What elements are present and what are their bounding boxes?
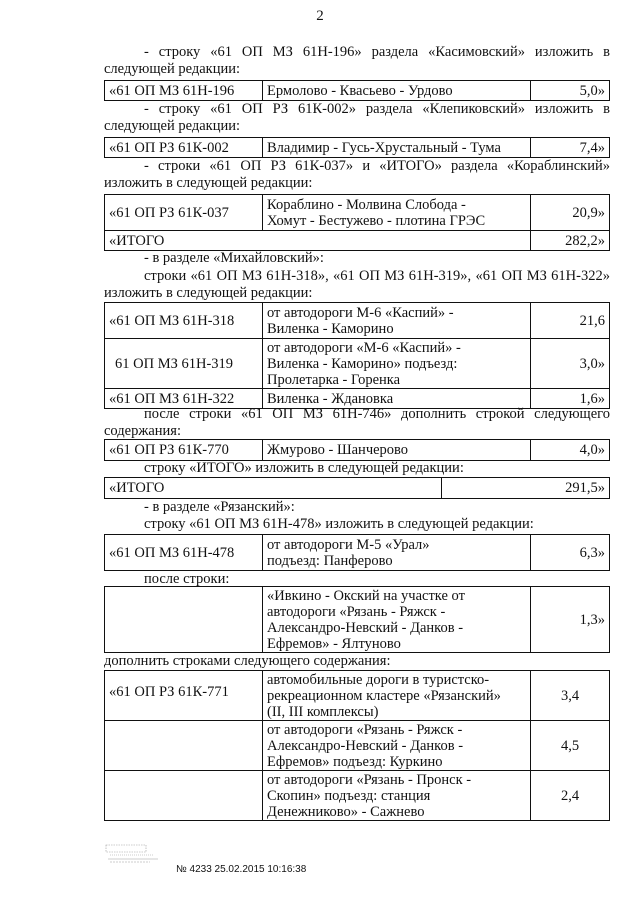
road-table [104,586,610,653]
road-table [104,439,610,461]
paragraph-line: - строку «61 ОП МЗ 61Н-196» раздела «Касимовский» изложить в [144,44,610,60]
road-table [104,194,610,251]
road-code-cell: «61 ОП РЗ 61К-770 [105,440,263,461]
road-table [104,137,610,158]
length-cell: 3,4 [531,671,610,721]
paragraph-line: содержания: [104,423,182,439]
road-table [104,302,610,409]
road-name-cell: Владимир - Гусь-Хрустальный - Тума [263,138,531,158]
road-code-cell: «61 ОП МЗ 61Н-322 [105,389,263,409]
length-cell: 6,3» [531,535,610,571]
section-heading-mikhailovsky: - в разделе «Михайловский»: [144,250,324,266]
length-cell: 5,0» [531,81,610,101]
paragraph-insert-770 [104,406,610,440]
page-number: 2 [316,8,324,24]
paragraph-line: - строку «61 ОП РЗ 61К-002» раздела «Клепиковский» изложить в [144,101,610,117]
paragraph-after-row: после строки: [144,571,230,587]
road-name-cell: от автодороги «М-6 «Каспий» - Виленка - Каморино» подъезд: Пролетарка - Горенка [263,339,531,389]
registration-footer: № 4233 25.02.2015 10:16:38 [176,864,307,875]
paragraph-add-rows: дополнить строками следующего содержания: [104,653,391,669]
paragraph-line: - строки «61 ОП РЗ 61К-037» и «ИТОГО» раздела «Кораблинский» [144,158,610,174]
total-value-cell: 282,2» [531,231,610,251]
road-table [104,534,610,571]
length-cell: 4,0» [531,440,610,461]
table-row [105,303,610,339]
table-row [105,231,610,251]
road-name-cell: автомобильные дороги в туристско- рекреационном кластере «Рязанский» (II, III комплексы) [263,671,531,721]
paragraph-kasimovsky [104,44,610,78]
road-name-cell: Жмурово - Шанчерово [263,440,531,461]
length-cell: 3,0» [531,339,610,389]
road-code-cell: «61 ОП МЗ 61Н-318 [105,303,263,339]
table-row [105,478,610,499]
paragraph-line: строки «61 ОП МЗ 61Н-318», «61 ОП МЗ 61Н-319», «61 ОП МЗ 61Н-322» [144,268,610,284]
road-code-cell: «61 ОП РЗ 61К-771 [105,671,263,721]
road-table [104,80,610,101]
length-cell: 1,3» [531,587,610,653]
paragraph-line: изложить в следующей редакции: [104,285,313,301]
paragraph-korablinsky [104,158,610,192]
road-name-cell: от автодороги М-5 «Урал» подъезд: Панферово [263,535,531,571]
paragraph-478: строку «61 ОП МЗ 61Н-478» изложить в следующей редакции: [144,516,534,532]
road-table [104,477,610,499]
table-row [105,81,610,101]
road-name-cell: от автодороги М-6 «Каспий» - Виленка - Каморино [263,303,531,339]
road-code-cell: 61 ОП МЗ 61Н-319 [105,339,263,389]
table-row [105,721,610,771]
total-value-cell: 291,5» [441,478,609,499]
road-code-cell: «61 ОП МЗ 61Н-478 [105,535,263,571]
road-table [104,670,610,821]
table-row [105,535,610,571]
road-code-cell [105,587,263,653]
total-label-cell: «ИТОГО [105,478,442,499]
table-row [105,138,610,158]
road-name-cell: Ермолово - Квасьево - Урдово [263,81,531,101]
paragraph-klepikovsky [104,101,610,135]
table-row [105,587,610,653]
road-code-cell: «61 ОП МЗ 61Н-196 [105,81,263,101]
length-cell: 4,5 [531,721,610,771]
road-name-cell: Кораблино - Молвина Слобода - Хомут - Бестужево - плотина ГРЭС [263,195,531,231]
road-code-cell: «61 ОП РЗ 61К-002 [105,138,263,158]
length-cell: 1,6» [531,389,610,409]
paragraph-line: следующей редакции: [104,118,241,134]
stamp-graphic [104,843,162,865]
road-name-cell: от автодороги «Рязань - Ряжск - Александро-Невский - Данков - Ефремов» подъезд: Куркино [263,721,531,771]
length-cell: 20,9» [531,195,610,231]
registration-stamp [104,843,162,865]
table-row [105,195,610,231]
length-cell: 2,4 [531,771,610,821]
length-cell: 21,6 [531,303,610,339]
road-name-cell: Виленка - Ждановка [263,389,531,409]
road-name-cell: от автодороги «Рязань - Пронск - Скопин» подъезд: станция Денежниково» - Сажнево [263,771,531,821]
road-code-cell: «61 ОП РЗ 61К-037 [105,195,263,231]
paragraph-total-mikhailovsky: строку «ИТОГО» изложить в следующей редакции: [144,460,464,476]
road-name-cell: «Ивкино - Окский на участке от автодороги «Рязань - Ряжск - Александро-Невский - Данков - Ефремов» - Ялтуново [263,587,531,653]
paragraph-mikhailovsky [104,268,610,302]
section-heading-ryazansky: - в разделе «Рязанский»: [144,499,295,515]
paragraph-line: после строки «61 ОП МЗ 61Н-746» дополнить строкой следующего [144,406,610,422]
paragraph-line: следующей редакции: [104,61,241,77]
road-code-cell [105,771,263,821]
paragraph-line: изложить в следующей редакции: [104,175,313,191]
table-row [105,339,610,389]
total-label-cell: «ИТОГО [105,231,531,251]
table-row [105,671,610,721]
table-row [105,440,610,461]
table-row [105,771,610,821]
length-cell: 7,4» [531,138,610,158]
road-code-cell [105,721,263,771]
